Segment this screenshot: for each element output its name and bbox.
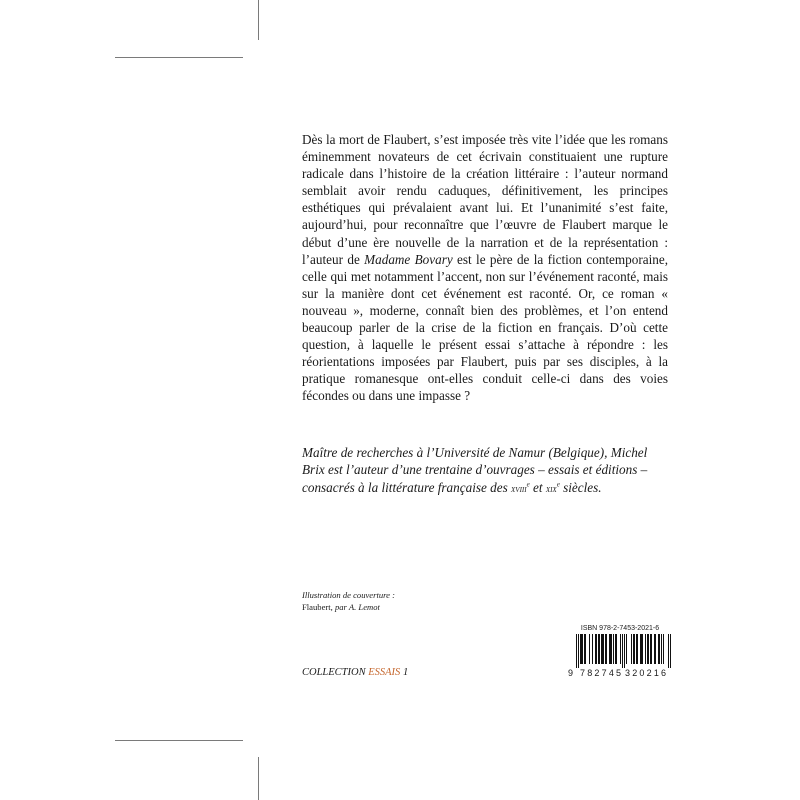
barcode-bar — [599, 634, 600, 664]
barcode-guard-bar — [670, 634, 671, 668]
barcode-bar — [602, 634, 603, 664]
barcode-bar — [615, 634, 616, 664]
barcode-bar — [650, 634, 651, 664]
bio-text-before: Maître de recherches à l’Université de Namur (Belgique), Michel Brix est l’auteur d’une trentaine d’ouvrages – essais et éditions – consacrés à la littérature française des — [302, 445, 648, 495]
illustration-credit-line — [302, 601, 395, 613]
ean-digits-left: 782745 — [580, 668, 624, 678]
isbn-barcode-block — [568, 625, 672, 678]
barcode-bar — [642, 634, 643, 664]
barcode-bar — [581, 634, 582, 664]
ean-digits — [568, 668, 672, 678]
barcode-bar — [592, 634, 593, 664]
bio-text-after: siècles. — [559, 479, 602, 495]
bio-century-18: xviii — [511, 483, 527, 495]
barcode-guard-bar — [668, 634, 669, 668]
barcode-bar — [661, 634, 662, 664]
barcode-bar — [640, 634, 641, 664]
barcode-bar — [659, 634, 660, 664]
barcode-bar — [598, 634, 599, 664]
barcode-bar — [645, 634, 646, 664]
bio-century-19-sup: e — [556, 480, 560, 489]
barcode-bar — [611, 634, 612, 664]
collection-number: 1 — [400, 667, 409, 678]
barcode-bar — [580, 634, 581, 664]
bio-joiner: et — [529, 479, 546, 495]
crop-mark-top-vertical — [258, 0, 259, 40]
barcode-bar — [631, 634, 632, 664]
barcode-bar — [595, 634, 596, 664]
barcode-bar — [616, 634, 617, 664]
barcode-bar — [658, 634, 659, 664]
barcode-bar — [641, 634, 642, 664]
crop-mark-top-horizontal — [115, 57, 243, 58]
barcode-bar — [603, 634, 604, 664]
collection-prefix: COLLECTION — [302, 667, 369, 678]
barcode-bar — [663, 634, 664, 664]
barcode-bar — [613, 634, 614, 664]
barcode-bar — [589, 634, 590, 664]
ean-digits-right: 320216 — [625, 668, 669, 678]
crop-mark-bottom-horizontal — [115, 740, 243, 741]
barcode-bar — [648, 634, 649, 664]
collection-imprint — [302, 667, 408, 678]
isbn-label: ISBN 978-2-7453-2021-6 — [580, 625, 660, 632]
illustration-label: Illustration de couverture : — [302, 590, 395, 600]
barcode-guard-bar — [622, 634, 623, 668]
author-bio — [302, 444, 668, 498]
blurb-text-part2: est le père de la fiction contemporaine, celle qui met notamment l’accent, non sur l’événement raconté, mais sur la manière dont cet événement est raconté. Or, ce roman « nouveau », moderne, connaît bien des problèmes, et l’on entend beaucoup parler de la crise de la fiction en français. D’où cette question, à laquelle le présent essai s’attache à répondre : les réorientations imposées par Flaubert, puis par ses disciples, à la pratique romanesque ont-elles conduit celle-ci dans des voies fécondes ou dans une impasse ? — [302, 251, 669, 404]
crop-mark-bottom-vertical — [258, 757, 259, 800]
barcode-guard-bar — [624, 634, 625, 668]
ean-digit-first: 9 — [568, 668, 574, 678]
barcode-bar — [605, 634, 606, 664]
barcode-bar — [606, 634, 607, 664]
barcode-bar — [609, 634, 610, 664]
barcode-bar — [654, 634, 655, 664]
barcode-bar — [620, 634, 621, 664]
collection-name: ESSAIS — [368, 667, 401, 678]
barcode-bar — [647, 634, 648, 664]
barcode-bar — [637, 634, 638, 664]
bio-century-18-sup: e — [526, 480, 530, 489]
illustration-artist: A. Lemot — [348, 602, 380, 612]
barcode-bar — [651, 634, 652, 664]
barcode-bar — [636, 634, 637, 664]
illustration-credit-sep: , par — [330, 602, 349, 612]
barcode-bar — [582, 634, 583, 664]
bio-century-19: xix — [545, 483, 557, 495]
barcode-bar — [610, 634, 611, 664]
barcode-bar — [584, 634, 585, 664]
barcode-guard-bar — [576, 634, 577, 668]
barcode-bar — [626, 634, 627, 664]
blurb-book-title: Madame Bovary — [364, 251, 453, 267]
ean13-barcode — [568, 634, 672, 668]
barcode-guard-bar — [578, 634, 579, 668]
back-cover-blurb — [302, 131, 668, 405]
illustration-credit — [302, 589, 395, 613]
blurb-text-part1: Dès la mort de Flaubert, s’est imposée très vite l’idée que les romans éminemment novateurs de cet écrivain constituaient une rupture radicale dans l’histoire de la création littéraire : l’auteur normand semblait avoir rendu caduques, définitivement, les principes esthétiques qui prévalaient avant lui. Et l’unanimité s’est faite, aujourd’hui, pour reconnaître que l’œuvre de Flaubert marque le début d’une ère nouvelle de la narration et de la représentation : l’auteur de — [302, 132, 668, 267]
barcode-bar — [633, 634, 634, 664]
barcode-bar — [655, 634, 656, 664]
barcode-bar — [585, 634, 586, 664]
illustration-subject: Flaubert — [302, 602, 331, 612]
barcode-bar — [634, 634, 635, 664]
barcode-bar — [601, 634, 602, 664]
barcode-bar — [596, 634, 597, 664]
